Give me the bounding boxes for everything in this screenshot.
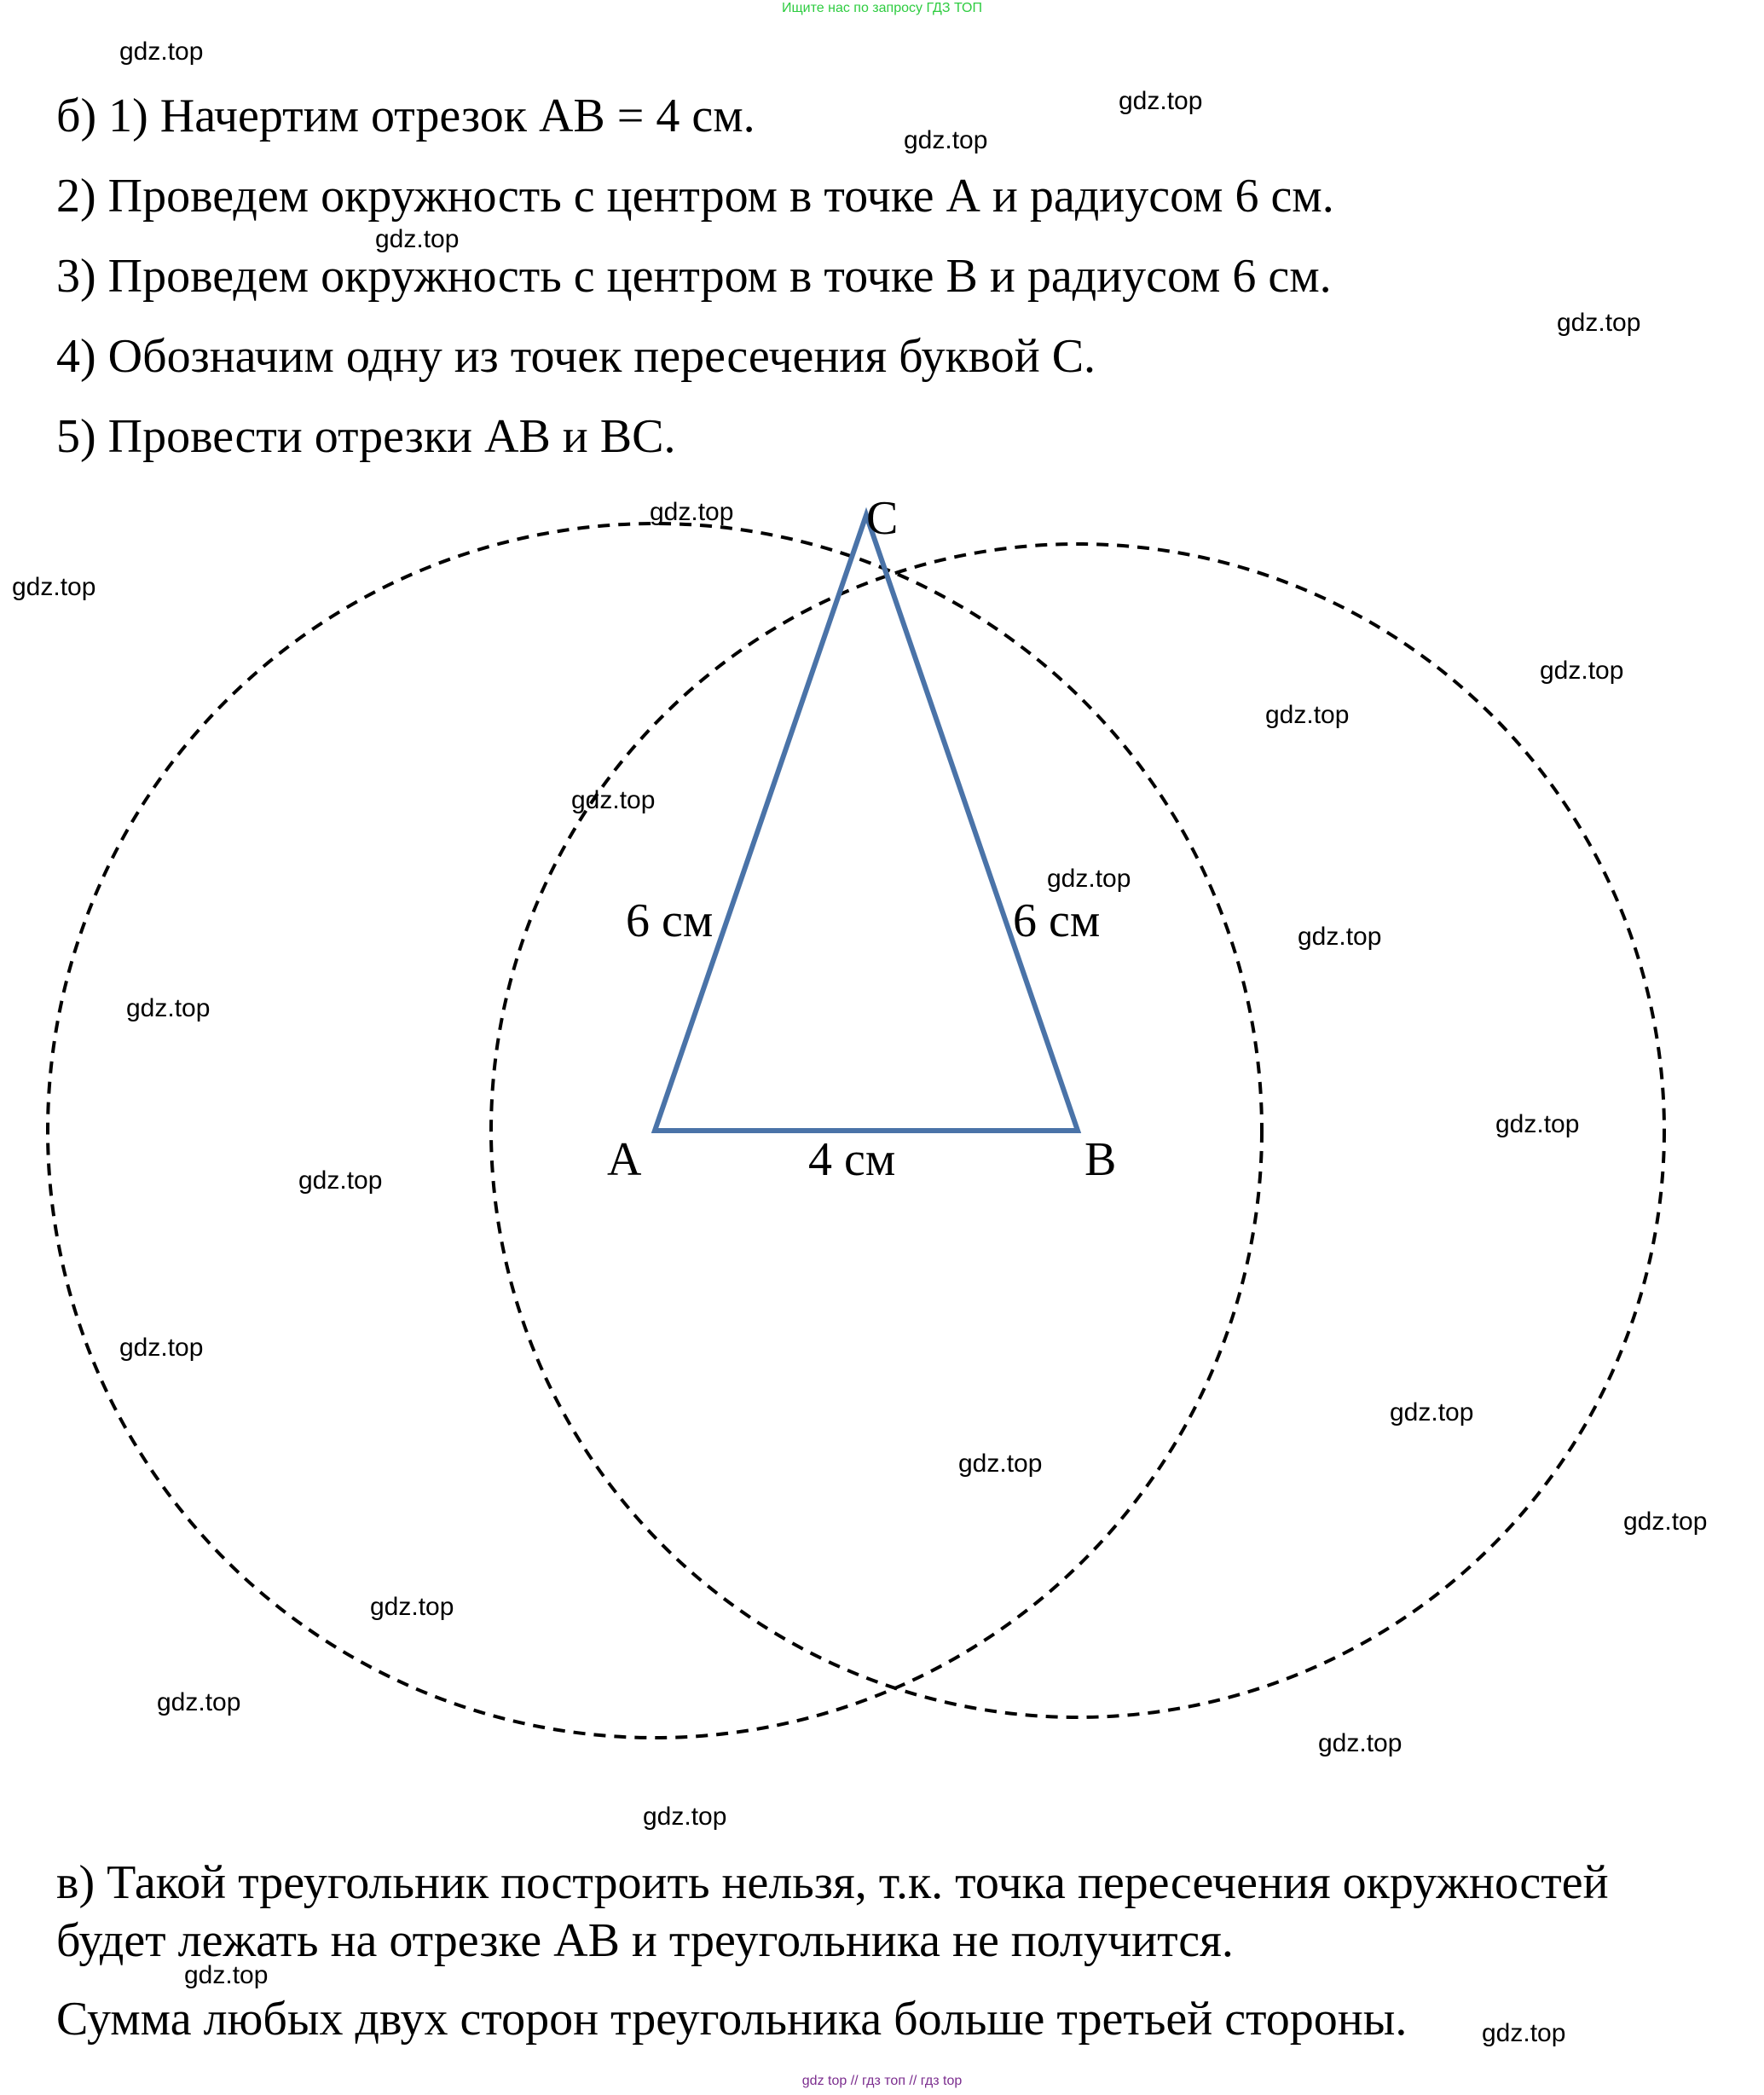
- watermark: gdz.top: [1119, 87, 1203, 115]
- step-2: 2) Проведем окружность с центром в точке А и радиусом 6 см.: [56, 170, 1334, 223]
- step-4: 4) Обозначим одну из точек пересечения буквой С.: [56, 330, 1096, 383]
- watermark: gdz.top: [184, 1961, 269, 1989]
- step-5: 5) Провести отрезки АВ и ВС.: [56, 410, 676, 463]
- step-3: 3) Проведем окружность с центром в точке В и радиусом 6 см.: [56, 250, 1332, 303]
- watermark: gdz.top: [126, 994, 211, 1022]
- watermark: gdz.top: [643, 1803, 727, 1831]
- watermark: gdz.top: [571, 786, 656, 814]
- watermark: gdz.top: [1047, 865, 1131, 893]
- bottom-banner[interactable]: gdz top // гдз топ // гдз top: [801, 2074, 963, 2088]
- triangle-abc: [655, 515, 1078, 1131]
- watermark: gdz.top: [12, 573, 96, 601]
- point-label-a: A: [607, 1133, 642, 1186]
- watermark: gdz.top: [375, 225, 460, 253]
- watermark: gdz.top: [1540, 657, 1624, 685]
- part-v-line-1: в) Такой треугольник построить нельзя, т.к. точка пересечения окружностей: [56, 1856, 1609, 1909]
- part-v-line-3: Сумма любых двух сторон треугольника больше третьей стороны.: [56, 1993, 1408, 2046]
- point-label-c: C: [866, 492, 899, 545]
- side-label-bc: 6 см: [1013, 894, 1101, 947]
- watermark: gdz.top: [119, 38, 204, 66]
- part-v-line-2: будет лежать на отрезке АВ и треугольника не получится.: [56, 1914, 1234, 1967]
- side-label-ab: 4 см: [808, 1133, 896, 1186]
- watermark: gdz.top: [1557, 309, 1641, 337]
- top-banner[interactable]: Ищите нас по запросу ГДЗ ТОП: [782, 1, 982, 15]
- step-1: б) 1) Начертим отрезок АВ = 4 см.: [56, 90, 755, 142]
- watermark: gdz.top: [298, 1166, 383, 1195]
- watermark: gdz.top: [370, 1593, 454, 1621]
- watermark: gdz.top: [119, 1334, 204, 1362]
- point-label-b: B: [1084, 1133, 1117, 1186]
- watermark: gdz.top: [157, 1688, 241, 1716]
- watermark: gdz.top: [1318, 1729, 1403, 1757]
- watermark: gdz.top: [1623, 1508, 1708, 1536]
- watermark: gdz.top: [1298, 923, 1382, 951]
- watermark: gdz.top: [1265, 701, 1350, 729]
- side-label-ac: 6 см: [626, 894, 714, 947]
- watermark: gdz.top: [650, 498, 734, 526]
- watermark: gdz.top: [958, 1450, 1043, 1478]
- watermark: gdz.top: [1495, 1110, 1580, 1138]
- watermark: gdz.top: [904, 126, 988, 154]
- watermark: gdz.top: [1482, 2019, 1566, 2047]
- watermark: gdz.top: [1390, 1398, 1474, 1427]
